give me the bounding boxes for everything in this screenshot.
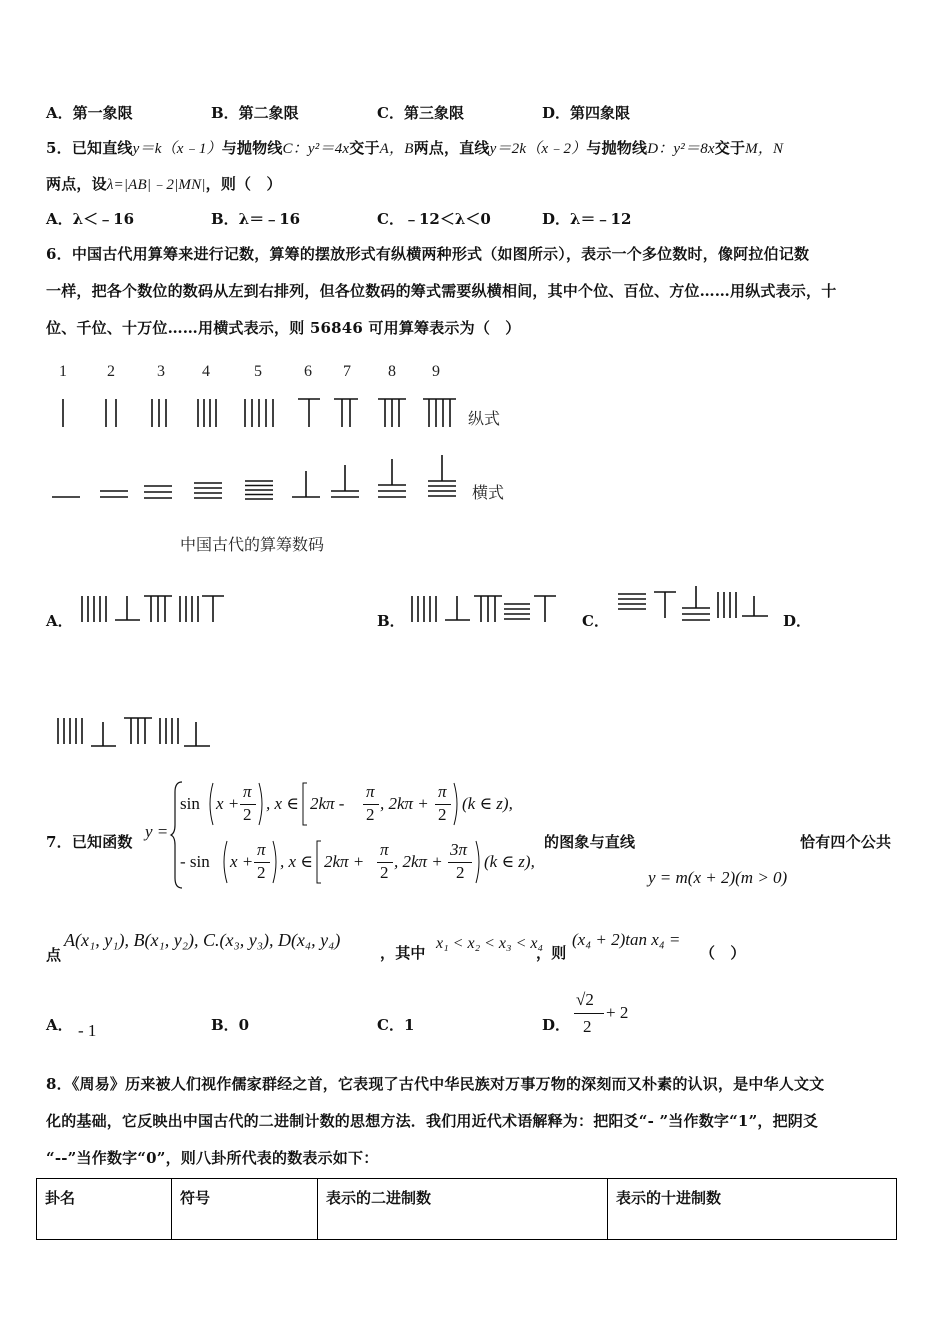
q6-line3: 位、千位、十万位……用横式表示，则 56846 可用算筹表示为（ ）: [46, 319, 521, 337]
rod-digit-label: 6: [304, 363, 312, 380]
q5-parabola-d: D：y²＝8x: [647, 141, 715, 157]
q7-case1: [180, 782, 540, 828]
q7-option-d-plus: + 2: [606, 1003, 629, 1022]
q6-option-a-rods: [80, 592, 230, 626]
table-header-cell: 表示的十进制数: [608, 1179, 897, 1240]
q7-case1-paren-left: [206, 782, 214, 826]
q4-option-d: D．第四象限: [542, 104, 631, 122]
q7-option-c: C．1: [377, 1016, 415, 1034]
q7-y-equals: y =: [145, 822, 169, 841]
q5-text-1: 与抛物线: [221, 139, 283, 157]
vertical-form-label: 纵式: [468, 409, 501, 428]
q5-option-c: C．﹣12＜λ＜0: [377, 210, 491, 228]
q7-case2-paren-left: [220, 840, 228, 884]
q7-case1-frac-num: π: [243, 782, 252, 801]
table-header-cell: 符号: [172, 1179, 318, 1240]
q7-case1-frac2-num: π: [366, 782, 375, 801]
q5-points-ab: A，B: [379, 141, 414, 157]
q8-line1: 8．《周易》历来被人们视作儒家群经之首，它表现了古代中华民族对万事万物的深刻而又朴素的认识，是中华人文文: [46, 1075, 825, 1093]
q5-option-b: B．λ＝﹣16: [211, 210, 301, 228]
q5-text-3: 两点，直线: [413, 139, 490, 157]
q7-option-b: B．0: [211, 1016, 250, 1034]
q7-case1-frac3-den: 2: [438, 805, 447, 824]
q7-case1-frac-den: 2: [243, 805, 252, 824]
q7-case2-frac3-num: 3π: [450, 840, 468, 859]
q7-case1-frac2-den: 2: [366, 805, 375, 824]
q5-text-4: 与抛物线: [586, 139, 648, 157]
q7-case2-sin: - sin: [180, 852, 210, 871]
q7-case2-arg: x +: [230, 852, 254, 871]
bagua-table: [36, 1178, 897, 1240]
q7-expression: (x₄ + 2)tan x₄ =: [572, 930, 681, 949]
q5-line1: [46, 137, 783, 158]
q4-option-a: A．第一象限: [46, 104, 133, 122]
q7-case1-k: (k ∈ z),: [462, 794, 513, 813]
q6-option-d-rods: [56, 716, 216, 750]
q6-line1: 6．中国古代用算筹来进行记数，算筹的摆放形式有纵横两种形式（如图所示），表示一个多位数时，像阿拉伯记数: [46, 245, 810, 263]
q7-case1-bracket-left: [302, 782, 308, 826]
q5-line2-suffix: ，则（ ）: [205, 175, 282, 193]
q7-case2-bracket-left: [316, 840, 322, 884]
q7-option-d-label: D．: [542, 1016, 571, 1034]
table-header-cell: 表示的二进制数: [318, 1179, 608, 1240]
q7-case2-frac3-den: 2: [456, 863, 465, 882]
q7-case1-cond: , x ∈: [266, 794, 299, 813]
q5-line2: [46, 173, 282, 194]
q7-case1-interval-start: 2kπ -: [310, 794, 345, 813]
q6-option-d-label: D．: [783, 612, 812, 630]
rod-digit-label: 5: [254, 363, 262, 380]
table-header-row: [37, 1179, 897, 1240]
q6-option-b-label: B．: [377, 612, 405, 630]
rod-digit-label: 7: [343, 363, 351, 380]
rod-digit-label: 3: [157, 363, 165, 380]
q6-option-a-label: A．: [46, 612, 73, 630]
vertical-rod-numerals: [0, 395, 460, 435]
q7-option-a-label: A．: [46, 1016, 73, 1034]
q5-prefix: 5．已知直线: [46, 139, 133, 157]
q7-option-a-value: - 1: [78, 1021, 97, 1040]
q7-points: A(x₁, y₁), B(x₁, y₂), C.(x₃, y₃), D(x₄, y₄): [64, 930, 341, 950]
figure-caption: 中国古代的算筹数码: [180, 535, 325, 554]
q7-line-equation: y = m(x + 2)(m > 0): [648, 868, 788, 887]
q7-case1-sin: sin: [180, 794, 200, 813]
q7-case2-cond: , x ∈: [280, 852, 313, 871]
q6-option-c-rods: [616, 586, 776, 626]
q7-case2-frac-num: π: [257, 840, 266, 859]
q7-option-d-num: √2: [576, 990, 594, 1009]
q7-case2-paren-close: [475, 840, 483, 884]
q7-case2-paren-right: [272, 840, 280, 884]
rod-digit-label: 2: [107, 363, 115, 380]
q7-case1-arg: x +: [216, 794, 240, 813]
q6-option-b-rods: [410, 592, 570, 626]
q7-option-d-bar: [574, 1013, 604, 1014]
q5-text-5: 交于: [714, 139, 746, 157]
q7-case2-frac2-den: 2: [380, 863, 389, 882]
rod-digit-label: 1: [59, 363, 67, 380]
q7-line2-then: ，则: [536, 944, 567, 962]
q7-case2: [180, 840, 550, 886]
q5-parabola-c: C：y²＝4x: [282, 141, 350, 157]
q7-mid-text: 的图象与直线: [544, 833, 636, 851]
q5-points-mn: M，N: [745, 141, 784, 157]
q7-case1-frac3-num: π: [438, 782, 447, 801]
q7-case2-frac2-num: π: [380, 840, 389, 859]
q7-line2-prefix: 点: [46, 946, 62, 964]
rod-digit-label: 4: [202, 363, 210, 380]
q4-option-c: C．第三象限: [377, 104, 464, 122]
q4-option-b: B．第二象限: [211, 104, 299, 122]
q5-option-d: D．λ＝﹣12: [542, 210, 632, 228]
q7-option-d-den: 2: [583, 1017, 592, 1036]
horizontal-form-label: 横式: [472, 483, 505, 502]
q7-line2-end: （ ）: [700, 944, 746, 962]
rod-digit-label: 8: [388, 363, 396, 380]
q7-case1-paren-right: [258, 782, 266, 826]
q7-case1-paren-close: [453, 782, 461, 826]
q5-text-2: 交于: [349, 139, 380, 157]
q5-line-eq2: y＝2k（x﹣2）: [489, 141, 587, 157]
q7-line2-mid: ，其中: [380, 944, 426, 962]
q7-order: x₁ < x₂ < x₃ < x₄: [436, 935, 544, 952]
q6-option-c-label: C．: [582, 612, 609, 630]
q7-case2-frac-den: 2: [257, 863, 266, 882]
q7-right-text: 恰有四个公共: [800, 833, 892, 851]
q8-line3: “--”当作数字“0”，则八卦所代表的数表示如下：: [46, 1149, 379, 1167]
table-header-cell: 卦名: [37, 1179, 172, 1240]
q5-line2-prefix: 两点，设: [46, 175, 107, 193]
q7-case2-k: (k ∈ z),: [484, 852, 535, 871]
q7-case2-interval-start: 2kπ +: [324, 852, 365, 871]
q5-lambda-expr: λ=|AB|﹣2|MN|: [106, 177, 206, 193]
q5-option-a: A．λ＜﹣16: [46, 210, 135, 228]
q8-line2: 化的基础，它反映出中国古代的二进制计数的思想方法．我们用近代术语解释为：把阳爻“- ”当作数字“1”，把阴爻: [46, 1112, 819, 1130]
q7-prefix: 7．已知函数: [46, 833, 133, 851]
q7-case1-interval-end: , 2kπ +: [380, 794, 429, 813]
rod-digit-label: 9: [432, 363, 440, 380]
q5-line-eq1: y＝k（x﹣1）: [132, 141, 222, 157]
horizontal-rod-numerals: [0, 455, 470, 505]
q7-case2-interval-end: , 2kπ +: [394, 852, 443, 871]
q6-line2: 一样，把各个数位的数码从左到右排列，但各位数码的筹式需要纵横相间，其中个位、百位、方位……用纵式表示，十: [46, 282, 837, 300]
